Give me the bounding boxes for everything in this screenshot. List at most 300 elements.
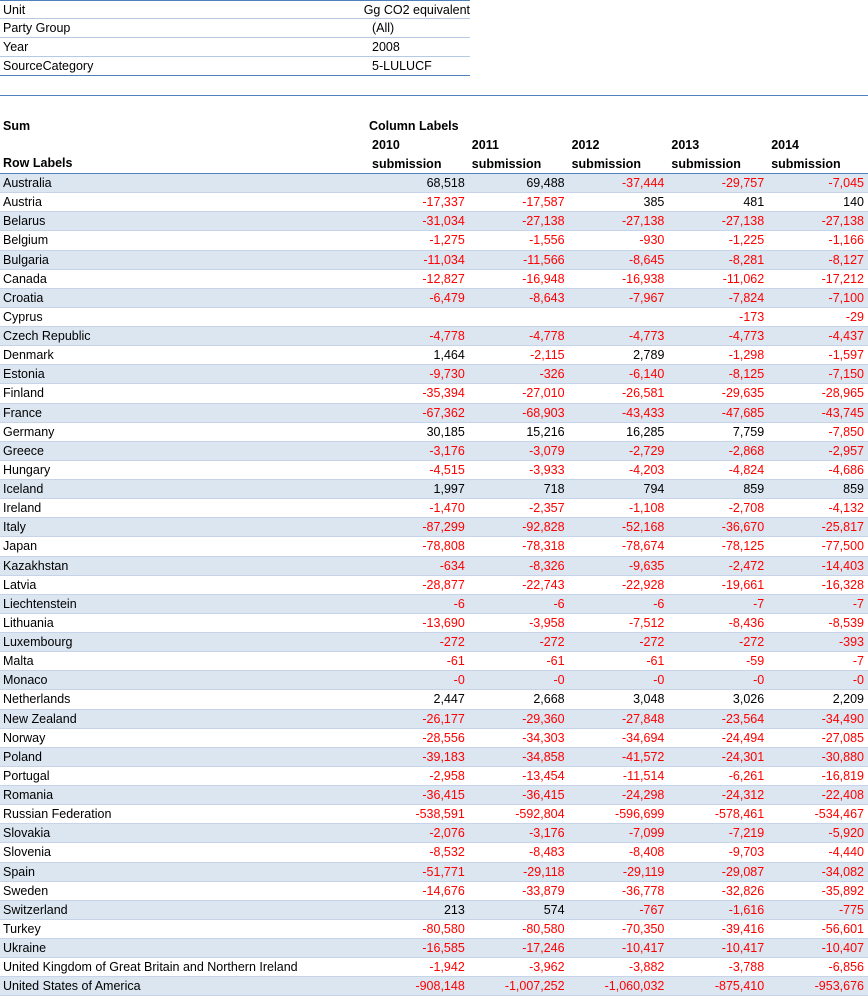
row-label[interactable]: Ireland [3,501,42,516]
value-cell[interactable]: -534,467 [814,807,864,822]
value-cell[interactable]: -4,824 [728,462,765,477]
table-row[interactable] [0,729,868,748]
value-cell[interactable]: 213 [443,902,465,917]
value-cell[interactable]: -34,694 [621,730,665,745]
value-cell[interactable]: -7,150 [828,367,864,382]
value-cell[interactable]: -35,394 [422,386,465,401]
value-cell[interactable]: -7,219 [728,826,765,841]
value-cell[interactable]: -25,817 [821,520,864,535]
value-cell[interactable]: -77,500 [821,539,864,554]
value-cell[interactable]: 794 [643,482,665,496]
value-cell[interactable]: -39,416 [721,921,765,936]
row-label[interactable]: Finland [3,386,44,401]
value-cell[interactable]: -1,108 [628,501,665,516]
value-cell[interactable]: -4,440 [828,845,864,860]
row-label[interactable]: Spain [3,864,35,879]
value-cell[interactable]: -33,879 [522,883,565,898]
value-cell[interactable]: -7,100 [828,290,864,305]
value-cell[interactable]: -24,494 [721,730,765,745]
value-cell[interactable]: -29,360 [522,711,565,726]
table-row[interactable] [0,939,868,958]
value-cell[interactable]: -61 [646,654,665,669]
row-label[interactable]: United States of America [3,979,141,994]
value-cell[interactable]: 2,668 [533,692,565,707]
table-row[interactable] [0,442,868,461]
table-row[interactable] [0,212,868,231]
value-cell[interactable]: 68,518 [426,176,465,190]
row-label[interactable]: Canada [3,271,47,286]
value-cell[interactable]: -36,415 [522,788,565,802]
row-label[interactable]: Poland [3,749,42,764]
table-row[interactable] [0,595,868,614]
value-cell[interactable]: -27,138 [721,214,765,229]
value-cell[interactable]: 69,488 [526,176,565,190]
value-cell[interactable]: -1,166 [828,233,864,248]
value-cell[interactable]: -10,417 [621,941,665,955]
value-cell[interactable]: -3,176 [529,826,565,841]
value-cell[interactable]: -6 [653,596,665,611]
filter-value[interactable]: Gg CO2 equivalent [363,3,470,17]
filter-row-source-category[interactable] [0,57,470,76]
value-cell[interactable]: -28,877 [422,577,465,592]
value-cell[interactable]: -596,699 [615,807,665,822]
value-cell[interactable]: -34,858 [522,749,565,764]
value-cell[interactable]: -24,312 [721,788,765,802]
value-cell[interactable]: -9,703 [728,845,765,860]
row-label[interactable]: Liechtenstein [3,596,77,611]
value-cell[interactable]: -4,778 [529,329,565,343]
filter-row-unit[interactable] [0,0,470,19]
table-row[interactable] [0,308,868,327]
value-cell[interactable]: 7,759 [732,424,765,439]
value-cell[interactable]: -272 [539,635,565,649]
value-cell[interactable] [369,308,469,326]
value-cell[interactable]: -28,965 [821,386,864,401]
table-row[interactable] [0,537,868,556]
value-cell[interactable]: -8,539 [828,615,864,630]
value-cell[interactable]: -3,079 [529,443,565,458]
value-cell[interactable]: 859 [743,482,765,496]
value-cell[interactable]: -7,824 [728,290,765,305]
value-cell[interactable]: -13,454 [522,768,565,783]
value-cell[interactable]: -2,868 [728,443,765,458]
value-cell[interactable]: -26,581 [621,386,665,401]
value-cell[interactable]: -173 [739,309,765,324]
value-cell[interactable]: -2,958 [429,768,465,783]
value-cell[interactable]: 1,464 [433,348,465,363]
value-cell[interactable]: -8,125 [728,367,765,382]
value-cell[interactable]: -3,882 [628,960,665,975]
value-cell[interactable] [469,308,569,326]
value-cell[interactable]: -27,085 [821,730,864,745]
value-cell[interactable]: 2,209 [832,692,864,707]
value-cell[interactable]: -2,472 [728,558,765,573]
value-cell[interactable]: -17,337 [422,195,465,210]
value-cell[interactable]: -1,225 [728,233,765,248]
table-row[interactable] [0,384,868,403]
value-cell[interactable]: -8,645 [628,252,665,267]
value-cell[interactable]: -2,729 [628,443,665,458]
table-row[interactable] [0,576,868,595]
value-cell[interactable]: -1,298 [728,348,765,363]
row-label[interactable]: Croatia [3,290,44,305]
value-cell[interactable]: -6,140 [628,367,665,382]
row-label[interactable]: Turkey [3,921,41,936]
value-cell[interactable]: -1,470 [429,501,465,516]
value-cell[interactable]: -36,415 [422,788,465,802]
value-cell[interactable]: -1,942 [429,960,465,975]
value-cell[interactable]: -7,099 [628,826,665,841]
value-cell[interactable]: -8,643 [529,290,565,305]
table-row[interactable] [0,786,868,805]
value-cell[interactable]: -4,773 [628,329,665,343]
value-cell[interactable]: -2,115 [530,348,565,363]
value-cell[interactable]: -35,892 [821,883,864,898]
table-row[interactable] [0,767,868,786]
row-label[interactable]: Switzerland [3,902,68,917]
value-cell[interactable]: -0 [453,673,465,688]
row-label[interactable]: France [3,405,42,420]
value-cell[interactable]: -17,587 [522,195,565,210]
filter-value[interactable]: 5-LULUCF [372,59,432,73]
value-cell[interactable]: -908,148 [415,979,465,994]
value-cell[interactable]: -1,597 [828,348,864,363]
value-cell[interactable]: -6,261 [728,768,765,783]
value-cell[interactable]: -17,212 [821,271,864,286]
row-label[interactable]: Belgium [3,233,49,248]
value-cell[interactable]: -7,967 [628,290,665,305]
value-cell[interactable]: 2,447 [433,692,465,707]
value-cell[interactable]: -2,708 [728,501,765,516]
value-cell[interactable]: -272 [639,635,665,649]
row-label[interactable]: Denmark [3,348,54,363]
value-cell[interactable]: -9,635 [628,558,665,573]
value-cell[interactable]: -6 [553,596,565,611]
value-cell[interactable]: -29,757 [721,176,765,190]
value-cell[interactable]: -32,826 [721,883,765,898]
row-label[interactable]: Kazakhstan [3,558,69,573]
value-cell[interactable]: -22,928 [621,577,665,592]
value-cell[interactable]: -3,933 [529,462,565,477]
value-cell[interactable]: -7 [753,596,765,611]
row-label[interactable]: Belarus [3,214,46,229]
value-cell[interactable]: -47,685 [721,405,765,420]
value-cell[interactable]: -3,788 [728,960,765,975]
value-cell[interactable]: 385 [643,195,665,210]
value-cell[interactable]: -326 [539,367,565,382]
value-cell[interactable]: 859 [843,482,864,496]
value-cell[interactable]: -1,060,032 [604,979,665,994]
value-cell[interactable]: 3,048 [633,692,665,707]
row-label[interactable]: Latvia [3,577,37,592]
table-row[interactable] [0,958,868,977]
table-row[interactable] [0,824,868,843]
value-cell[interactable]: -272 [739,635,765,649]
column-header-2010[interactable] [369,136,469,173]
value-cell[interactable]: 574 [543,902,565,917]
value-cell[interactable] [569,308,669,326]
value-cell[interactable]: -8,326 [529,558,565,573]
row-label[interactable]: Romania [3,788,54,802]
table-row[interactable] [0,346,868,365]
value-cell[interactable]: -27,138 [522,214,565,229]
row-label[interactable]: Lithuania [3,615,54,630]
value-cell[interactable]: -8,436 [728,615,765,630]
table-row[interactable] [0,404,868,423]
value-cell[interactable]: 3,026 [732,692,765,707]
table-row[interactable] [0,671,868,690]
value-cell[interactable]: -68,903 [522,405,565,420]
value-cell[interactable]: -16,585 [422,941,465,955]
value-cell[interactable]: -27,010 [522,386,565,401]
table-row[interactable] [0,748,868,767]
row-label[interactable]: Ukraine [3,941,47,955]
value-cell[interactable]: -19,661 [721,577,765,592]
row-label[interactable]: Sweden [3,883,49,898]
value-cell[interactable]: -6 [453,596,465,611]
value-cell[interactable]: -7,512 [628,615,665,630]
row-labels-dropdown[interactable]: Row Labels [3,156,73,170]
value-cell[interactable]: -875,410 [714,979,765,994]
value-cell[interactable]: -37,444 [621,176,665,190]
table-row[interactable] [0,977,868,996]
value-cell[interactable]: -8,532 [429,845,465,860]
value-cell[interactable]: -12,827 [422,271,465,286]
row-label[interactable]: Russian Federation [3,807,112,822]
row-label[interactable]: Portugal [3,768,50,783]
value-cell[interactable]: -10,407 [821,941,864,955]
value-cell[interactable]: 140 [843,195,864,210]
value-cell[interactable]: -80,580 [522,921,565,936]
value-cell[interactable]: -0 [852,673,864,688]
value-cell[interactable]: -52,168 [621,520,665,535]
column-labels-dropdown[interactable]: Column Labels [369,119,459,133]
value-cell[interactable]: -10,417 [721,941,765,955]
value-cell[interactable]: -16,938 [621,271,665,286]
value-cell[interactable]: -29,118 [523,864,565,879]
value-cell[interactable]: -24,298 [621,788,665,802]
value-cell[interactable]: -92,828 [522,520,565,535]
value-cell[interactable]: -8,127 [828,252,864,267]
value-cell[interactable]: -5,920 [828,826,864,841]
value-cell[interactable]: 481 [743,195,765,210]
row-label[interactable]: Netherlands [3,692,71,707]
value-cell[interactable]: -538,591 [415,807,465,822]
value-cell[interactable]: -272 [439,635,465,649]
value-cell[interactable]: 16,285 [626,424,665,439]
row-label[interactable]: Germany [3,424,55,439]
value-cell[interactable]: -34,082 [821,864,864,879]
column-header-2013[interactable] [668,136,768,173]
value-cell[interactable]: -2,357 [529,501,565,516]
table-row[interactable] [0,499,868,518]
value-cell[interactable]: -634 [439,558,465,573]
value-cell[interactable]: -930 [639,233,665,248]
value-cell[interactable]: -30,880 [821,749,864,764]
value-cell[interactable]: -0 [553,673,565,688]
value-cell[interactable]: -8,483 [529,845,565,860]
value-cell[interactable]: 15,216 [526,424,565,439]
row-label[interactable]: Hungary [3,462,51,477]
table-row[interactable] [0,231,868,250]
table-row[interactable] [0,289,868,308]
table-row[interactable] [0,614,868,633]
row-label[interactable]: New Zealand [3,711,77,726]
value-cell[interactable]: -4,515 [429,462,465,477]
value-cell[interactable]: -61 [546,654,565,669]
value-cell[interactable]: -4,437 [828,329,864,343]
value-cell[interactable]: -11,514 [622,768,665,783]
value-cell[interactable]: -31,034 [422,214,465,229]
row-label[interactable]: United Kingdom of Great Britain and Northern Ireland [3,960,298,975]
table-row[interactable] [0,633,868,652]
row-label[interactable]: Estonia [3,367,45,382]
value-cell[interactable]: -0 [653,673,665,688]
row-label[interactable]: Czech Republic [3,329,91,343]
value-cell[interactable]: -23,564 [721,711,765,726]
value-cell[interactable]: -11,566 [523,252,565,267]
table-row[interactable] [0,480,868,499]
value-cell[interactable]: -27,138 [821,214,864,229]
value-cell[interactable]: -592,804 [515,807,565,822]
value-cell[interactable]: -9,730 [429,367,465,382]
value-cell[interactable]: -59 [746,654,765,669]
value-cell[interactable]: -953,676 [814,979,864,994]
value-cell[interactable]: -7 [852,654,864,669]
value-cell[interactable]: -67,362 [422,405,465,420]
value-cell[interactable]: -22,408 [821,788,864,802]
table-row[interactable] [0,518,868,537]
value-cell[interactable]: -36,778 [621,883,665,898]
value-cell[interactable]: -8,281 [728,252,765,267]
value-cell[interactable]: -4,203 [628,462,665,477]
value-cell[interactable]: -767 [639,902,665,917]
filter-value[interactable]: 2008 [372,40,400,54]
value-cell[interactable]: -393 [838,635,864,649]
row-label[interactable]: Cyprus [3,309,43,324]
filter-row-party-group[interactable] [0,19,470,38]
table-row[interactable] [0,327,868,346]
value-cell[interactable]: -29,087 [721,864,765,879]
table-row[interactable] [0,843,868,862]
value-cell[interactable]: -28,556 [422,730,465,745]
row-label[interactable]: Italy [3,520,26,535]
value-cell[interactable]: 718 [543,482,565,496]
row-label[interactable]: Slovenia [3,845,51,860]
value-cell[interactable]: -78,808 [422,539,465,554]
table-row[interactable] [0,193,868,212]
value-cell[interactable]: -16,948 [522,271,565,286]
value-cell[interactable]: -87,299 [422,520,465,535]
value-cell[interactable]: -36,670 [721,520,765,535]
column-header-2012[interactable] [569,136,669,173]
value-cell[interactable]: -61 [446,654,465,669]
value-cell[interactable]: -6,479 [429,290,465,305]
value-cell[interactable]: -7 [852,596,864,611]
table-row[interactable] [0,461,868,480]
value-cell[interactable]: -16,819 [821,768,864,783]
value-cell[interactable]: -11,062 [722,271,765,286]
value-cell[interactable]: -51,771 [422,864,465,879]
value-cell[interactable]: -27,848 [621,711,665,726]
value-cell[interactable]: -3,962 [529,960,565,975]
value-cell[interactable]: -578,461 [714,807,765,822]
value-cell[interactable]: -17,246 [522,941,565,955]
value-cell[interactable]: 2,789 [633,348,665,363]
filter-row-year[interactable] [0,38,470,57]
value-cell[interactable]: -8,408 [628,845,665,860]
row-label[interactable]: Luxembourg [3,635,73,649]
value-cell[interactable]: -2,957 [828,443,864,458]
value-cell[interactable]: -13,690 [422,615,465,630]
table-row[interactable] [0,270,868,289]
value-cell[interactable]: -4,773 [728,329,765,343]
table-row[interactable] [0,251,868,270]
value-cell[interactable]: -39,183 [422,749,465,764]
value-cell[interactable]: 1,997 [433,482,465,496]
value-cell[interactable]: -27,138 [621,214,665,229]
table-row[interactable] [0,805,868,824]
value-cell[interactable]: -70,350 [621,921,665,936]
row-label[interactable]: Japan [3,539,38,554]
value-cell[interactable]: -1,616 [728,902,765,917]
column-header-2014[interactable] [768,136,868,173]
value-cell[interactable]: -29 [845,309,864,324]
value-cell[interactable]: -11,034 [423,252,465,267]
value-cell[interactable]: -43,433 [621,405,665,420]
table-row[interactable] [0,690,868,709]
value-cell[interactable]: -0 [753,673,765,688]
table-row[interactable] [0,365,868,384]
value-cell[interactable]: -14,676 [422,883,465,898]
value-cell[interactable]: -4,132 [828,501,864,516]
value-cell[interactable]: -7,850 [828,424,864,439]
table-row[interactable] [0,920,868,939]
value-cell[interactable]: -2,076 [429,826,465,841]
value-cell[interactable]: -29,635 [721,386,765,401]
value-cell[interactable]: -775 [838,902,864,917]
row-label[interactable]: Malta [3,654,34,669]
value-cell[interactable]: -3,176 [429,443,465,458]
value-cell[interactable]: -78,674 [621,539,665,554]
table-row[interactable] [0,710,868,729]
value-cell[interactable]: -80,580 [422,921,465,936]
table-row[interactable] [0,557,868,576]
value-cell[interactable]: -56,601 [821,921,864,936]
value-cell[interactable]: -4,778 [429,329,465,343]
row-label[interactable]: Bulgaria [3,252,49,267]
table-row[interactable] [0,652,868,671]
row-label[interactable]: Norway [3,730,46,745]
value-cell[interactable]: 30,185 [426,424,465,439]
value-cell[interactable]: -34,303 [522,730,565,745]
value-cell[interactable]: -3,958 [529,615,565,630]
value-cell[interactable]: -14,403 [821,558,864,573]
row-label[interactable]: Australia [3,176,52,190]
row-label[interactable]: Iceland [3,482,44,496]
row-label[interactable]: Slovakia [3,826,51,841]
value-cell[interactable]: -78,318 [522,539,565,554]
row-label[interactable]: Monaco [3,673,48,688]
value-cell[interactable]: -24,301 [721,749,765,764]
value-cell[interactable]: -1,275 [429,233,465,248]
table-row[interactable] [0,863,868,882]
table-row[interactable] [0,174,868,193]
value-cell[interactable]: -22,743 [522,577,565,592]
value-cell[interactable]: -6,856 [828,960,864,975]
table-row[interactable] [0,901,868,920]
value-cell[interactable]: -26,177 [422,711,465,726]
